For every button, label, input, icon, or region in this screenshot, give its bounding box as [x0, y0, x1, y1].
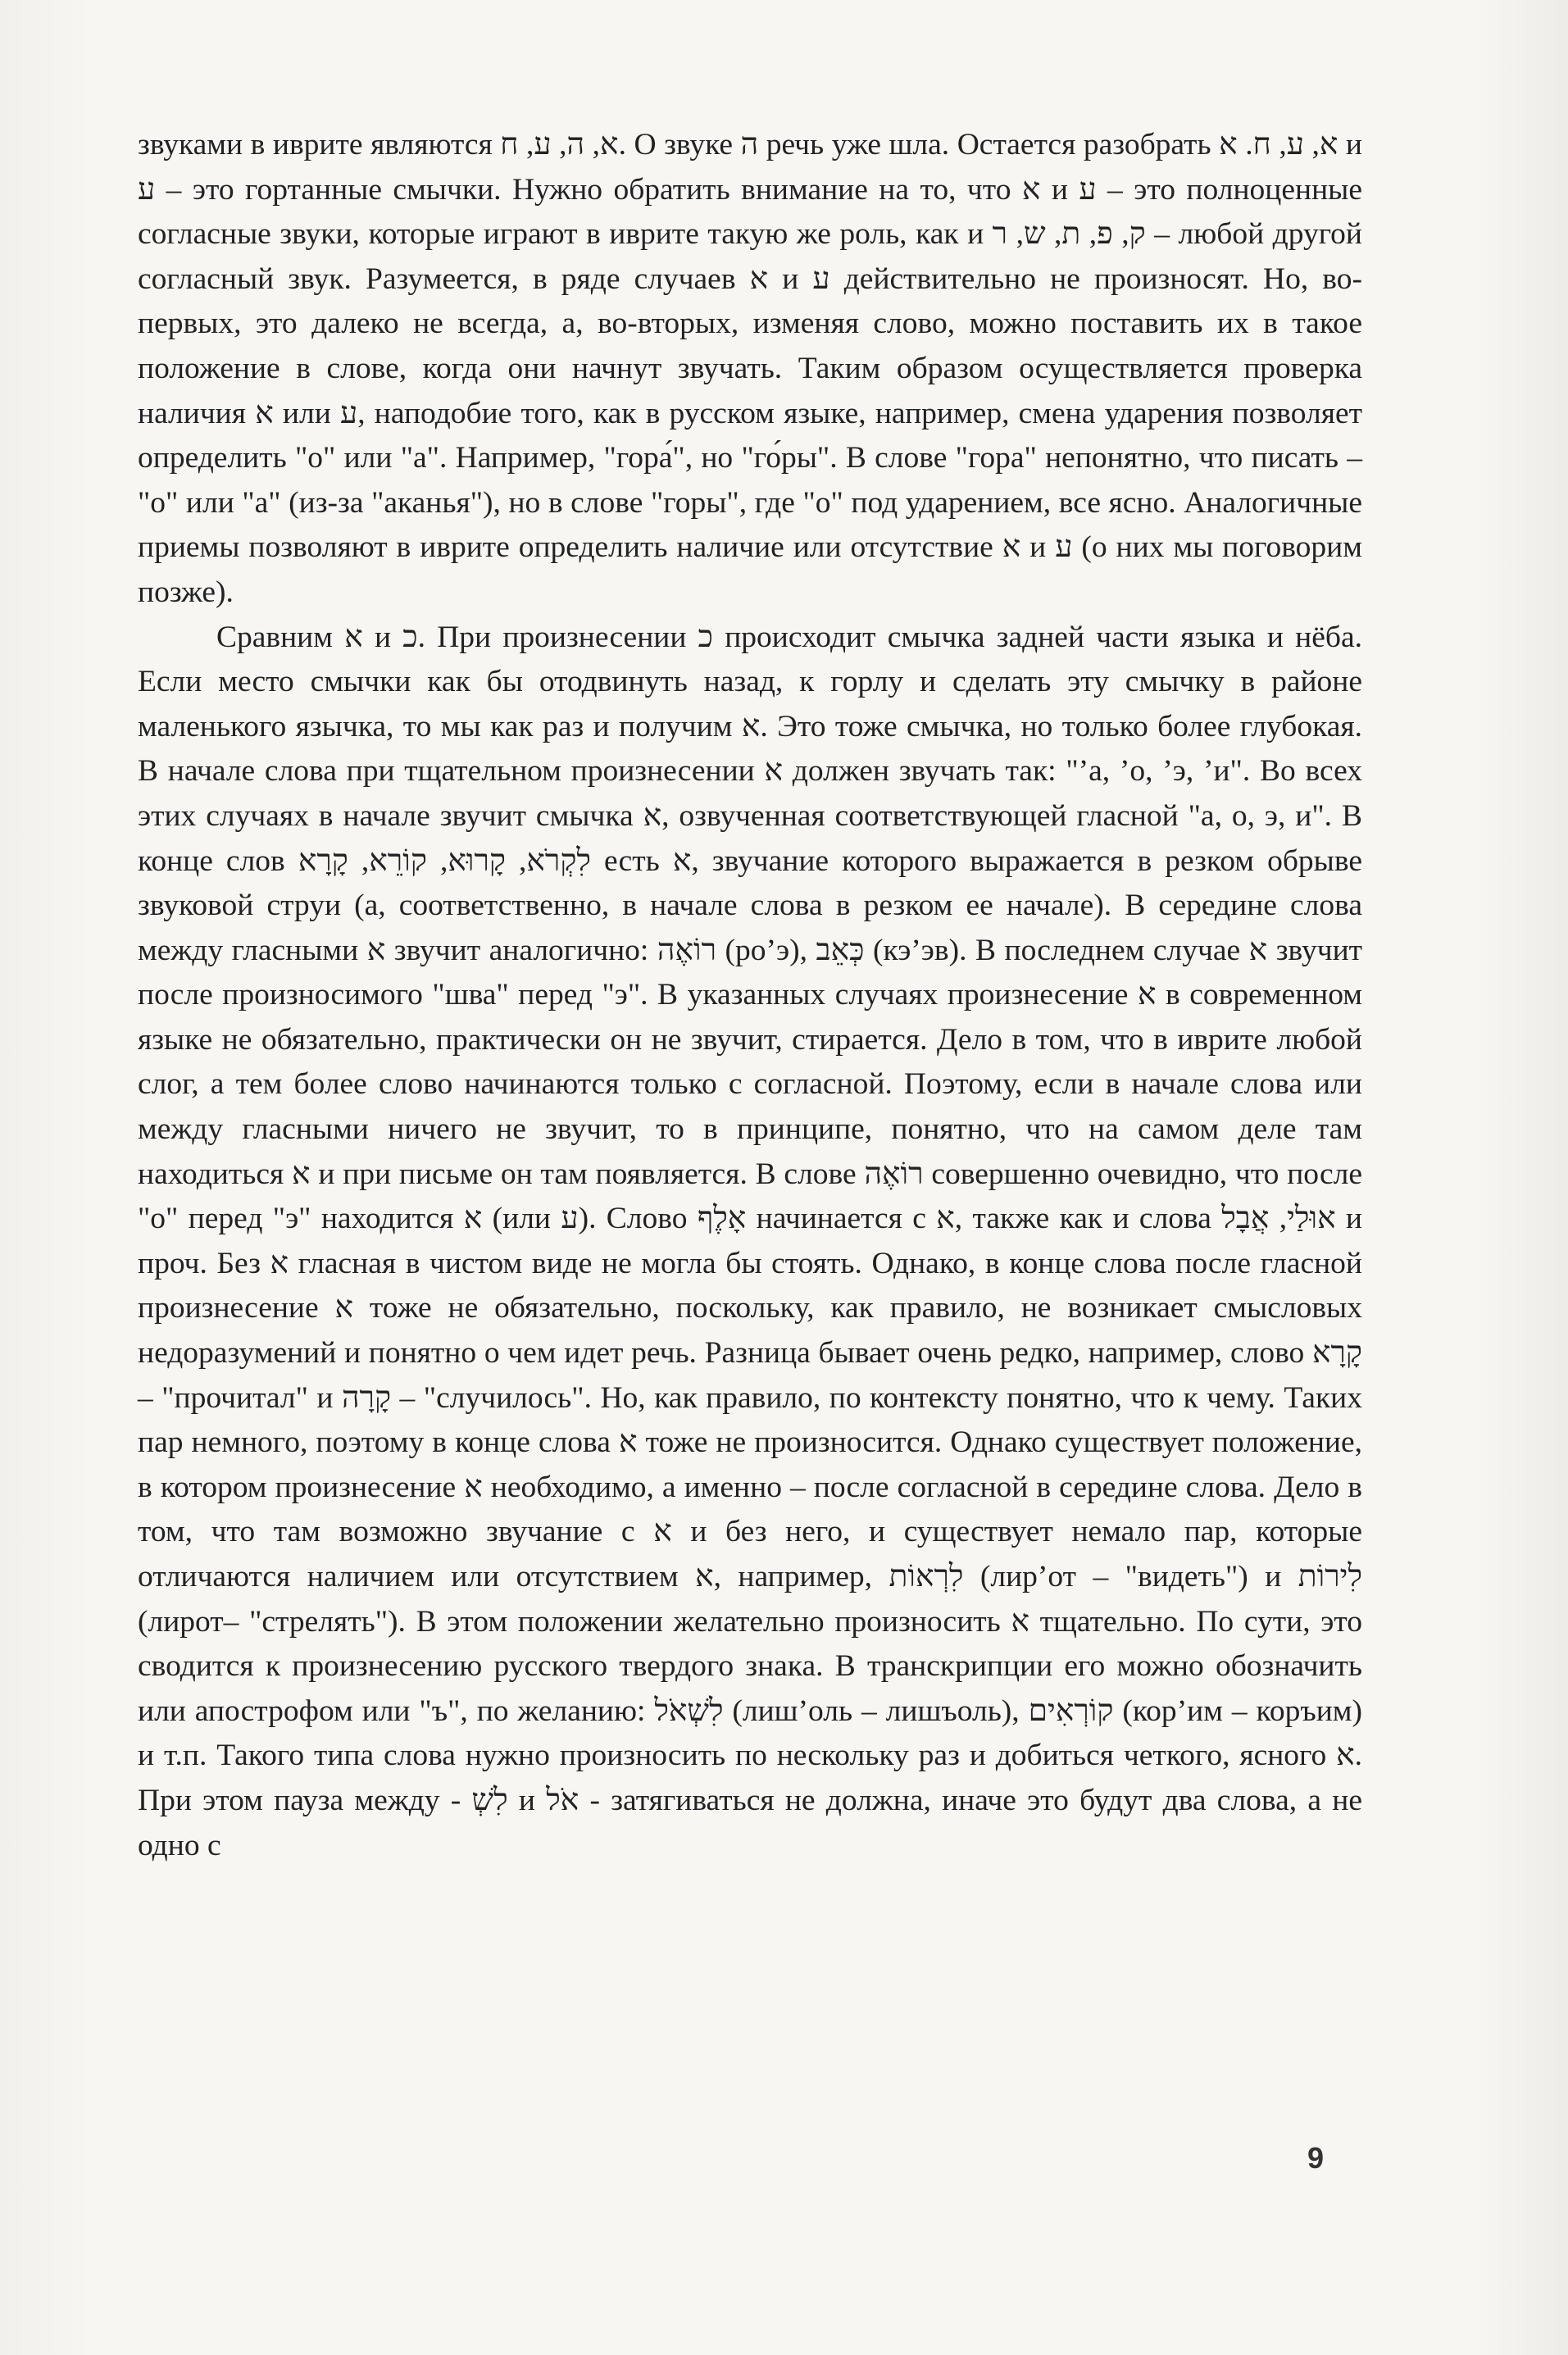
body-text: [138, 123, 1362, 1868]
page-number: 9: [1307, 2141, 1325, 2175]
paragraph-1: звуками в иврите являются א, ה, ע, ח. О звуке ה речь уже шла. Остается разобрать א, ע, ח. א и ע – это гортанные смычки. Нужно обратить внимание на то, что א и ע – это полноценные согласные звуки, которые играют в иврите такую же роль, как и ק, פ, ת, ש, ר – любой другой согласный звук. Разумеется, в ряде случаев א и ע действительно не произносят. Но, во-первых, это далеко не всегда, а, во-вторых, изменяя слово, можно поставить их в такое положение в слове, когда они начнут звучать. Таким образом осуществляется проверка наличия א или ע, наподобие того, как в русском языке, например, смена ударения позволяет определить "о" или "а". Например, "гора́", но "го́ры". В слове "гора" непонятно, что писать – "о" или "а" (из-за "аканья"), но в слове "горы", где "о" под ударением, все ясно. Аналогичные приемы позволяют в иврите определить наличие или отсутствие א и ע (о них мы поговорим позже).: [138, 128, 1362, 609]
paragraph-2: Сравним א и כ. При произнесении כ происходит смычка задней части языка и нёба. Если место смычки как бы отодвинуть назад, к горлу и сделать эту смычку в районе маленького язычка, то мы как раз и получим א. Это тоже смычка, но только более глубокая. В начале слова при тщательном произнесении א должен звучать так: "ʼа, ʼо, ʼэ, ʼи". Во всех этих случаях в начале звучит смычка א, озвученная соответствующей гласной "а, о, э, и". В конце слов לִקְרֹא, קָרוּא, קוֹרֵא, קָרָא есть א, звучание которого выражается в резком обрыве звуковой струи (а, соответственно, в начале слова в резком ее начале). В середине слова между гласными א звучит аналогично: רוֹאֶה (роʼэ), כְּאֵב (кэʼэв). В последнем случае א звучит после произносимого "шва" перед "э". В указанных случаях произнесение א в современном языке не обязательно, практически он не звучит, стирается. Дело в том, что в иврите любой слог, а тем более слово начинаются только с согласной. Поэтому, если в начале слова или между гласными ничего не звучит, то в принципе, понятно, что на самом деле там находиться א и при письме он там появляется. В слове רוֹאֶה совершенно очевидно, что после "о" перед "э" находится א (или ע). Слово אָלֶף начинается с א, также как и слова אוּלַי, אֲבָל и проч. Без א гласная в чистом виде не могла бы стоять. Однако, в конце слова после гласной произнесение א тоже не обязательно, поскольку, как правило, не возникает смысловых недоразумений и понятно о чем идет речь. Разница бывает очень редко, например, слово קָרָא – "прочитал" и קָרָה – "случилось". Но, как правило, по контексту понятно, что к чему. Таких пар немного, поэтому в конце слова א тоже не произносится. Однако существует положение, в котором произнесение א необходимо, а именно – после согласной в середине слова. Дело в том, что там возможно звучание с א и без него, и существует немало пар, которые отличаются наличием или отсутствием א, например, לִרְאוֹת (лирʼот – "видеть") и לִירוֹת (лирот– "стрелять"). В этом положении желательно произносить א тщательно. По сути, это сводится к произнесению русского твердого знака. В транскрипции его можно обозначить или апострофом или "ъ", по желанию: לִשְׁאֹל (лишʼоль – лишъоль), קוֹרְאִים (корʼим – коръим) и т.п. Такого типа слова нужно произносить по нескольку раз и добиться четкого, ясного א. При этом пауза между - לִשְׁ и אֹל - затягиваться не должна, иначе это будут два слова, а не одно с: [138, 620, 1363, 1862]
